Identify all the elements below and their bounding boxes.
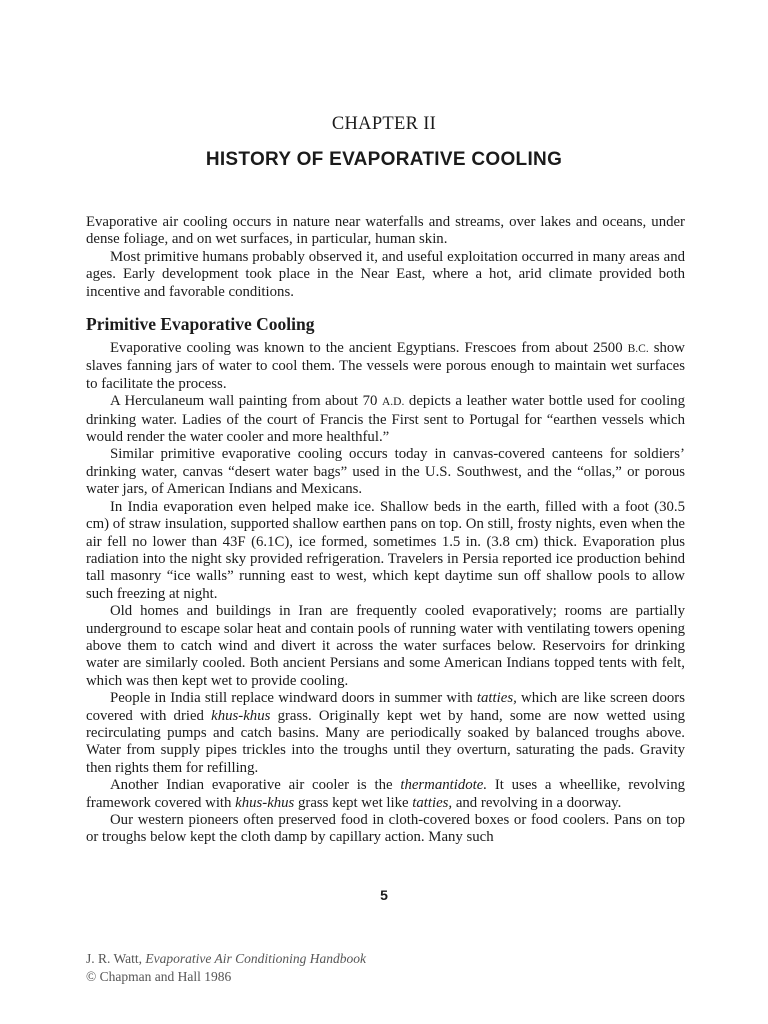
intro-paragraph-1: Evaporative air cooling occurs in nature near waterfalls and streams, over lakes and oceans, under dense foliage, and on wet surfaces, in particular, human skin. — [86, 214, 685, 248]
text-run: grass. Originally kept wet by hand, some are now wetted using recirculating pumps and catch basins. Many are periodically soaked by balanced troughs above. Water from supply pipes trickles into the troughs until they overturn, saturating the pads. Gravity then rights them for refilling. — [86, 707, 685, 776]
section-paragraph-3: Similar primitive evaporative cooling occurs today in canvas-covered canteens for soldiers’ drinking water, canvas “desert water bags” used in the U.S. Southwest, and the “ollas,” or porous water jars, of American Indians and Mexicans. — [86, 446, 685, 498]
italic-term: khus-khus — [211, 707, 271, 724]
citation-line — [86, 950, 366, 968]
text-run: depicts a leather water bottle used for cooling drinking water. Ladies of the court of Francis the First sent to Portugal for “earthen vessels which would render the water cooler and more healthful.” — [86, 393, 685, 446]
text-run: and revolving in a doorway. — [452, 794, 622, 811]
section-heading: Primitive Evaporative Cooling — [86, 314, 315, 335]
section-paragraph-1 — [86, 340, 685, 393]
italic-term: thermantidote. — [400, 777, 488, 794]
citation-footer — [86, 950, 366, 986]
page-number: 5 — [380, 887, 388, 903]
italic-term: khus-khus — [235, 794, 295, 811]
text-run: A Herculaneum wall painting from about 70 — [110, 393, 382, 410]
section-paragraph-7 — [86, 777, 685, 812]
section-paragraph-4: In India evaporation even helped make ice. Shallow beds in the earth, filled with a foot (30.5 cm) of straw insulation, supported shallow earthen pans on top. On still, frosty nights, even when the air fell no lower than 43F (6.1C), ice formed, sometimes 1.5 in. (3.8 cm) thick. Evaporation plus radiation into the night sky provided refrigeration. Travelers in Persia reported ice production behind tall masonry “ice walls” running east to west, which kept daytime sun off shallow pools to allow such freezing at night. — [86, 498, 685, 602]
section-paragraph-8: Our western pioneers often preserved food in cloth-covered boxes or food coolers. Pans on top or troughs below kept the cloth damp by capillary action. Many such — [86, 812, 685, 846]
section-paragraph-2 — [86, 393, 685, 446]
intro-paragraph-2: Most primitive humans probably observed it, and useful exploitation occurred in many areas and ages. Early development took place in the Near East, where a hot, arid climate provided both incentive and favorable conditions. — [86, 248, 685, 300]
text-run: It uses a wheellike, revolving framework covered with — [86, 777, 685, 811]
text-run: which are like screen doors covered with dried — [86, 690, 685, 724]
chapter-label: CHAPTER II — [331, 114, 437, 134]
text-run: Evaporative cooling was known to the ancient Egyptians. Frescoes from about 2500 — [110, 340, 628, 357]
era-abbrev: B.C. — [627, 343, 649, 356]
text-run: Another Indian evaporative air cooler is the — [110, 777, 401, 794]
copyright-line: © Chapman and Hall 1986 — [86, 969, 232, 984]
chapter-title: HISTORY OF EVAPORATIVE COOLING — [205, 149, 563, 170]
section-paragraph-6 — [86, 690, 685, 777]
italic-term: tatties, — [412, 794, 453, 811]
italic-term: tatties, — [476, 690, 517, 707]
citation-book-title: Evaporative Air Conditioning Handbook — [145, 951, 367, 966]
citation-author: J. R. Watt, — [86, 951, 146, 966]
section-paragraph-5: Old homes and buildings in Iran are frequently cooled evaporatively; rooms are partially underground to escape solar heat and contain pools of running water with ventilating towers opening above them to catch wind and divert it across the water surfaces below. Reservoirs for drinking water are similarly cooled. Both ancient Persians and some American Indians topped tents with felt, which was then kept wet to provide cooling. — [86, 603, 685, 689]
era-abbrev: A.D. — [381, 396, 405, 409]
text-run: show slaves fanning jars of water to cool them. The vessels were porous enough to maintain wet surfaces to facilitate the process. — [86, 340, 685, 392]
body-text — [86, 214, 685, 847]
text-run: People in India still replace windward doors in summer with — [110, 690, 477, 707]
text-run: grass kept wet like — [294, 794, 413, 811]
